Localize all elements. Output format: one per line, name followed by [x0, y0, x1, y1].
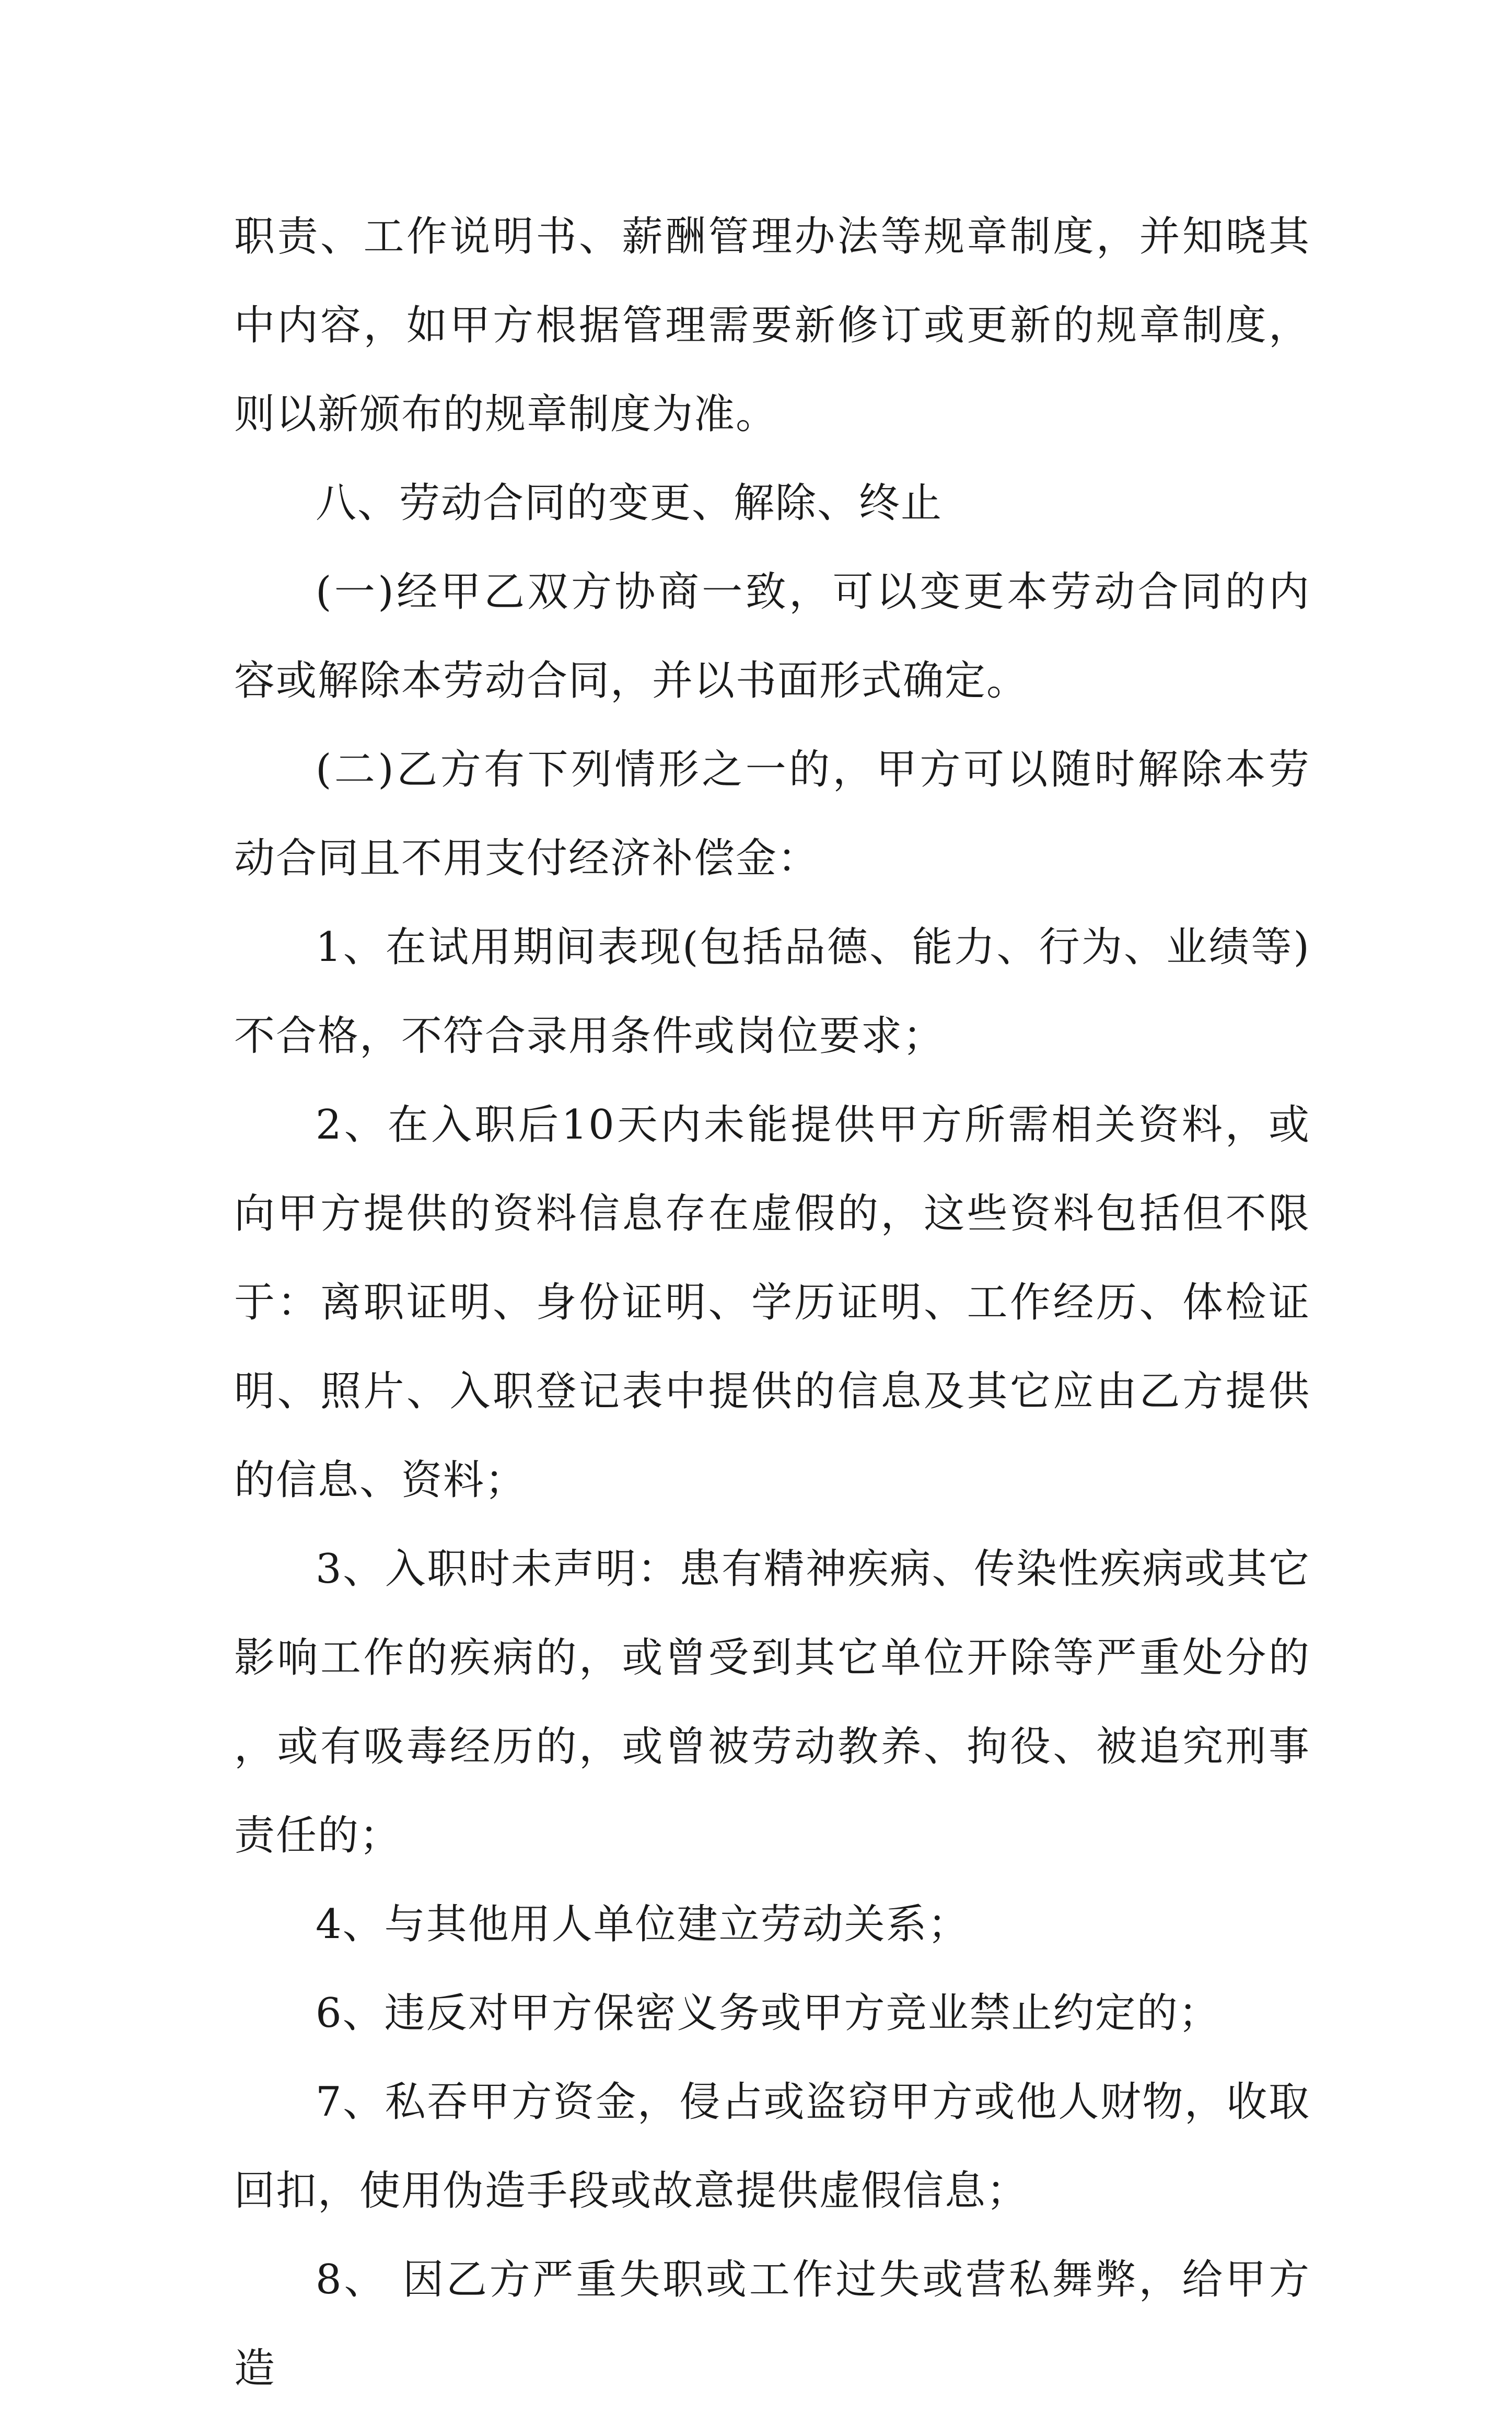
list-item-2: 2、在入职后10天内未能提供甲方所需相关资料，或向甲方提供的资料信息存在虚假的，这些资料包括但不限于：离职证明、身份证明、学历证明、工作经历、体检证明、照片、入职登记表中提供的信息及其它应由乙方提供的信息、资料； [234, 1101, 1310, 1504]
contract-text-body [234, 192, 1310, 2413]
paragraph-rules-continuation: 职责、工作说明书、薪酬管理办法等规章制度，并知晓其中内容，如甲方根据管理需要新修订或更新的规章制度，则以新颁布的规章制度为准。 [234, 213, 1310, 438]
list-item-8: 8、 因乙方严重失职或工作过失或营私舞弊，给甲方造 [234, 2256, 1310, 2392]
list-item-7: 7、私吞甲方资金，侵占或盗窃甲方或他人财物，收取回扣，使用伪造手段或故意提供虚假信息； [234, 2079, 1310, 2214]
paragraph-clause-2: (二)乙方有下列情形之一的，甲方可以随时解除本劳动合同且不用支付经济补偿金： [234, 746, 1310, 882]
list-item-3: 3、入职时未声明：患有精神疾病、传染性疾病或其它影响工作的疾病的，或曾受到其它单位开除等严重处分的，或有吸毒经历的，或曾被劳动教养、拘役、被追究刑事责任的； [234, 1546, 1310, 1859]
section-heading-contract-change: 八、劳动合同的变更、解除、终止 [316, 480, 943, 527]
list-item-6: 6、违反对甲方保密义务或甲方竞业禁止约定的； [316, 1990, 1220, 2037]
list-item-4: 4、与其他用人单位建立劳动关系； [316, 1901, 970, 1948]
paragraph-clause-1: (一)经甲乙双方协商一致，可以变更本劳动合同的内容或解除本劳动合同，并以书面形式确定。 [234, 569, 1310, 704]
list-item-1: 1、在试用期间表现(包括品德、能力、行为、业绩等)不合格，不符合录用条件或岗位要求； [234, 924, 1310, 1060]
